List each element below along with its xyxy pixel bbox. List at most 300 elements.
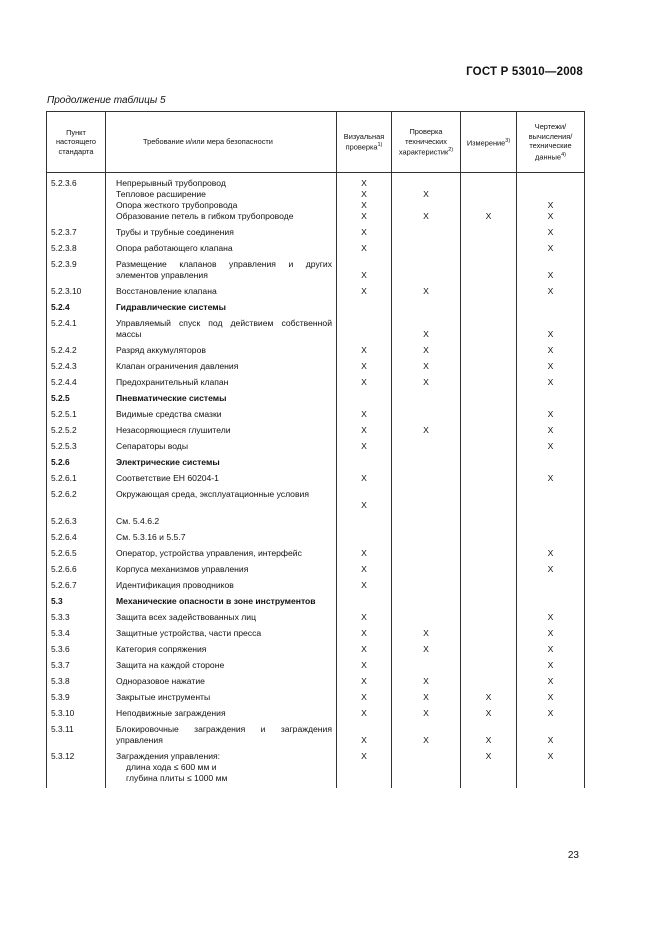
requirement-text: Тепловое расширение — [116, 189, 206, 199]
clause-number: 5.2.4.4 — [47, 376, 106, 392]
tech-check-mark-cell — [392, 424, 461, 440]
tech-check-mark — [392, 751, 460, 762]
tech-check-mark-cell — [392, 547, 461, 563]
drawings-mark-cell — [517, 242, 585, 258]
table-row — [47, 563, 585, 579]
drawings-mark-cell — [517, 563, 585, 579]
requirement-text: Закрытые инструменты — [116, 692, 211, 702]
visual-check-mark: X — [361, 243, 367, 253]
table-row — [47, 579, 585, 595]
measurement-mark — [461, 660, 516, 671]
requirement-cell — [106, 488, 337, 515]
column-header-requirement — [106, 112, 337, 173]
drawings-mark-cell — [517, 376, 585, 392]
visual-check-mark-cell — [337, 611, 392, 627]
requirement-text: Заграждения управления: — [116, 751, 221, 761]
requirement-text: Блокировочные заграждения и заграждения управления — [116, 724, 332, 745]
clause-number: 5.2.5.1 — [47, 408, 106, 424]
clause-number: 5.2.6.3 — [47, 515, 106, 531]
table-row — [47, 424, 585, 440]
clause-number: 5.2.5 — [47, 392, 106, 408]
measurement-mark-cell — [461, 563, 517, 579]
measurement-mark-cell — [461, 472, 517, 488]
clause-number: 5.2.6.4 — [47, 531, 106, 547]
visual-check-mark-cell — [337, 472, 392, 488]
visual-check-mark: X — [361, 200, 367, 210]
visual-check-mark — [337, 489, 391, 500]
tech-check-mark — [392, 489, 460, 500]
measurement-mark: X — [485, 735, 492, 745]
tech-check-mark: X — [423, 361, 429, 371]
visual-check-mark: X — [361, 286, 367, 296]
footnote-ref: 1) — [377, 142, 383, 149]
clause-number: 5.2.6.1 — [47, 472, 106, 488]
drawings-mark: X — [547, 211, 554, 221]
requirement-text: Защита на каждой стороне — [116, 660, 225, 670]
tech-check-mark-cell — [392, 344, 461, 360]
visual-check-mark: X — [361, 564, 367, 574]
measurement-mark — [461, 612, 516, 623]
tech-check-mark-cell — [392, 456, 461, 472]
measurement-mark-cell — [461, 595, 517, 611]
drawings-mark: X — [547, 628, 554, 638]
requirement-cell — [106, 392, 337, 408]
tech-check-mark-cell — [392, 317, 461, 344]
measurement-mark — [461, 532, 516, 543]
column-header-label: Чертежи/ вычисления/ технические данные — [528, 122, 573, 162]
visual-check-mark-cell — [337, 515, 392, 531]
safety-requirements-table — [46, 111, 585, 788]
footnote-ref: 3) — [505, 137, 511, 144]
document-code: ГОСТ Р 53010—2008 — [466, 66, 583, 78]
visual-check-mark — [337, 596, 391, 607]
visual-check-mark-cell — [337, 285, 392, 301]
requirement-text: Опора работающего клапана — [116, 243, 233, 253]
table-row — [47, 376, 585, 392]
table-row — [47, 456, 585, 472]
measurement-mark — [461, 409, 516, 420]
visual-check-mark-cell — [337, 360, 392, 376]
drawings-mark: X — [547, 644, 554, 654]
clause-number: 5.2.4.2 — [47, 344, 106, 360]
drawings-mark-cell — [517, 392, 585, 408]
measurement-mark-cell — [461, 750, 517, 788]
clause-number: 5.3.12 — [47, 750, 106, 788]
visual-check-mark-cell — [337, 392, 392, 408]
drawings-mark-cell — [517, 301, 585, 317]
visual-check-mark-cell — [337, 226, 392, 242]
requirement-cell — [106, 317, 337, 344]
visual-check-mark: X — [361, 441, 367, 451]
requirement-text: Корпуса механизмов управления — [116, 564, 249, 574]
requirement-cell — [106, 675, 337, 691]
table-row — [47, 595, 585, 611]
measurement-mark: X — [485, 751, 492, 761]
drawings-mark-cell — [517, 285, 585, 301]
drawings-mark — [517, 724, 584, 735]
drawings-mark — [517, 580, 584, 591]
measurement-mark-cell — [461, 376, 517, 392]
tech-check-mark-cell — [392, 707, 461, 723]
drawings-mark: X — [547, 227, 554, 237]
table-header-row — [47, 112, 585, 173]
measurement-mark-cell — [461, 242, 517, 258]
requirement-text: См. 5.3.16 и 5.5.7 — [116, 532, 186, 542]
tech-check-mark — [392, 548, 460, 559]
measurement-mark — [461, 441, 516, 452]
drawings-mark — [517, 189, 584, 200]
column-header-drawings — [517, 112, 585, 173]
requirement-text: Видимые средства смазки — [116, 409, 222, 419]
measurement-mark — [461, 200, 516, 211]
requirement-cell — [106, 531, 337, 547]
visual-check-mark: X — [361, 189, 367, 199]
drawings-mark: X — [547, 751, 554, 761]
measurement-mark-cell — [461, 643, 517, 659]
measurement-mark-cell — [461, 173, 517, 227]
measurement-mark-cell — [461, 360, 517, 376]
measurement-mark — [461, 189, 516, 200]
visual-check-mark-cell — [337, 691, 392, 707]
footnote-ref: 4) — [561, 151, 566, 158]
measurement-mark — [461, 644, 516, 655]
visual-check-mark-cell — [337, 173, 392, 227]
requirement-text: См. 5.4.6.2 — [116, 516, 160, 526]
drawings-mark: X — [547, 660, 554, 670]
tech-check-mark — [392, 564, 460, 575]
drawings-mark-cell — [517, 472, 585, 488]
drawings-mark-cell — [517, 515, 585, 531]
tech-check-mark-cell — [392, 750, 461, 788]
measurement-mark — [461, 724, 516, 735]
clause-number: 5.3.6 — [47, 643, 106, 659]
drawings-mark: X — [547, 286, 554, 296]
requirement-cell — [106, 440, 337, 456]
tech-check-mark-cell — [392, 242, 461, 258]
table-row — [47, 226, 585, 242]
drawings-mark: X — [547, 200, 554, 210]
tech-check-mark: X — [423, 676, 429, 686]
page-number: 23 — [567, 850, 579, 861]
drawings-mark-cell — [517, 226, 585, 242]
drawings-mark-cell — [517, 547, 585, 563]
tech-check-mark-cell — [392, 408, 461, 424]
tech-check-mark-cell — [392, 515, 461, 531]
measurement-mark — [461, 628, 516, 639]
drawings-mark-cell — [517, 579, 585, 595]
table-row — [47, 707, 585, 723]
table-row — [47, 723, 585, 750]
tech-check-mark: X — [423, 644, 429, 654]
requirement-text: Разряд аккумуляторов — [116, 345, 206, 355]
tech-check-mark — [392, 302, 460, 313]
requirement-cell — [106, 258, 337, 285]
tech-check-mark — [392, 393, 460, 404]
table-row — [47, 440, 585, 456]
clause-number: 5.2.6 — [47, 456, 106, 472]
requirement-text: Гидравлические системы — [116, 302, 226, 312]
requirement-cell — [106, 376, 337, 392]
measurement-mark-cell — [461, 547, 517, 563]
table-row — [47, 173, 585, 227]
drawings-mark-cell — [517, 317, 585, 344]
requirement-cell — [106, 301, 337, 317]
table-row — [47, 627, 585, 643]
requirement-text: Предохранительный клапан — [116, 377, 229, 387]
clause-number: 5.3.3 — [47, 611, 106, 627]
tech-check-mark-cell — [392, 376, 461, 392]
requirement-text: Опора жесткого трубопровода — [116, 200, 238, 210]
drawings-mark-cell — [517, 723, 585, 750]
requirement-cell — [106, 643, 337, 659]
requirement-text: глубина плиты ≤ 1000 мм — [126, 773, 228, 783]
requirement-cell — [106, 611, 337, 627]
visual-check-mark-cell — [337, 301, 392, 317]
requirement-text: Непрерывный трубопровод — [116, 178, 226, 188]
drawings-mark-cell — [517, 595, 585, 611]
tech-check-mark: X — [423, 377, 429, 387]
tech-check-mark-cell — [392, 360, 461, 376]
requirement-cell — [106, 226, 337, 242]
requirement-cell — [106, 408, 337, 424]
column-header-label: Требование и/или мера безопасности — [143, 137, 273, 147]
tech-check-mark: X — [423, 189, 429, 199]
drawings-mark: X — [547, 692, 554, 702]
drawings-mark-cell — [517, 440, 585, 456]
requirement-cell — [106, 424, 337, 440]
drawings-mark — [517, 516, 584, 527]
requirement-cell — [106, 285, 337, 301]
requirement-cell — [106, 627, 337, 643]
visual-check-mark — [337, 457, 391, 468]
tech-check-mark — [392, 516, 460, 527]
drawings-mark-cell — [517, 750, 585, 788]
tech-check-mark-cell — [392, 611, 461, 627]
tech-check-mark-cell — [392, 392, 461, 408]
tech-check-mark — [392, 227, 460, 238]
visual-check-mark — [337, 302, 391, 313]
requirement-text: Защита всех задействованных лиц — [116, 612, 257, 622]
visual-check-mark-cell — [337, 488, 392, 515]
measurement-mark-cell — [461, 675, 517, 691]
table-row — [47, 611, 585, 627]
requirement-text: Одноразовое нажатие — [116, 676, 205, 686]
drawings-mark-cell — [517, 691, 585, 707]
drawings-mark-cell — [517, 408, 585, 424]
measurement-mark-cell — [461, 659, 517, 675]
visual-check-mark-cell — [337, 531, 392, 547]
visual-check-mark-cell — [337, 643, 392, 659]
measurement-mark-cell — [461, 531, 517, 547]
visual-check-mark-cell — [337, 440, 392, 456]
requirement-cell — [106, 723, 337, 750]
visual-check-mark-cell — [337, 627, 392, 643]
measurement-mark — [461, 676, 516, 687]
drawings-mark: X — [547, 425, 554, 435]
tech-check-mark-cell — [392, 595, 461, 611]
requirement-cell — [106, 472, 337, 488]
drawings-mark-cell — [517, 675, 585, 691]
tech-check-mark-cell — [392, 440, 461, 456]
measurement-mark-cell — [461, 627, 517, 643]
measurement-mark-cell — [461, 723, 517, 750]
drawings-mark: X — [547, 409, 554, 419]
column-header-label: Визуальная проверка — [343, 131, 385, 152]
measurement-mark — [461, 345, 516, 356]
table-row — [47, 392, 585, 408]
visual-check-mark: X — [361, 751, 367, 761]
clause-number: 5.2.3.7 — [47, 226, 106, 242]
requirement-cell — [106, 456, 337, 472]
requirement-cell — [106, 691, 337, 707]
measurement-mark — [461, 473, 516, 484]
requirement-text: Категория сопряжения — [116, 644, 207, 654]
tech-check-mark: X — [423, 425, 429, 435]
visual-check-mark: X — [361, 361, 367, 371]
measurement-mark — [461, 564, 516, 575]
table-row — [47, 515, 585, 531]
clause-number: 5.2.4 — [47, 301, 106, 317]
tech-check-mark — [392, 473, 460, 484]
drawings-mark: X — [547, 243, 554, 253]
measurement-mark — [461, 361, 516, 372]
drawings-mark — [517, 596, 584, 607]
tech-check-mark-cell — [392, 723, 461, 750]
visual-check-mark: X — [361, 211, 367, 221]
table-row — [47, 344, 585, 360]
tech-check-mark — [392, 243, 460, 254]
drawings-mark — [517, 489, 584, 500]
visual-check-mark: X — [361, 644, 367, 654]
drawings-mark: X — [547, 708, 554, 718]
measurement-mark-cell — [461, 317, 517, 344]
drawings-mark-cell — [517, 360, 585, 376]
requirement-text: Пневматические системы — [116, 393, 227, 403]
visual-check-mark — [337, 516, 391, 527]
visual-check-mark: X — [361, 660, 367, 670]
visual-check-mark-cell — [337, 456, 392, 472]
tech-check-mark-cell — [392, 627, 461, 643]
measurement-mark: X — [485, 708, 492, 718]
table-row — [47, 675, 585, 691]
tech-check-mark: X — [423, 329, 429, 339]
measurement-mark: X — [485, 692, 492, 702]
requirement-text: Механические опасности в зоне инструментов — [116, 596, 316, 606]
column-header-clause — [47, 112, 106, 173]
clause-number: 5.3.8 — [47, 675, 106, 691]
measurement-mark — [461, 259, 516, 270]
drawings-mark-cell — [517, 488, 585, 515]
table-row — [47, 360, 585, 376]
drawings-mark: X — [547, 270, 554, 280]
clause-number: 5.2.3.10 — [47, 285, 106, 301]
tech-check-mark — [392, 457, 460, 468]
measurement-mark-cell — [461, 408, 517, 424]
table-row — [47, 531, 585, 547]
drawings-mark-cell — [517, 173, 585, 227]
visual-check-mark-cell — [337, 258, 392, 285]
drawings-mark: X — [547, 377, 554, 387]
requirement-cell — [106, 515, 337, 531]
measurement-mark — [461, 516, 516, 527]
requirement-text: Неподвижные заграждения — [116, 708, 226, 718]
drawings-mark: X — [547, 441, 554, 451]
drawings-mark: X — [547, 676, 554, 686]
table-row — [47, 472, 585, 488]
tech-check-mark-cell — [392, 472, 461, 488]
visual-check-mark: X — [361, 425, 367, 435]
requirement-cell — [106, 750, 337, 788]
measurement-mark-cell — [461, 301, 517, 317]
tech-check-mark: X — [423, 345, 429, 355]
requirement-cell — [106, 242, 337, 258]
clause-number: 5.2.3.9 — [47, 258, 106, 285]
requirement-text: Идентификация проводников — [116, 580, 234, 590]
requirement-cell — [106, 360, 337, 376]
tech-check-mark — [392, 580, 460, 591]
tech-check-mark-cell — [392, 301, 461, 317]
tech-check-mark: X — [423, 211, 429, 221]
measurement-mark — [461, 580, 516, 591]
visual-check-mark: X — [361, 500, 367, 510]
tech-check-mark-cell — [392, 285, 461, 301]
visual-check-mark: X — [361, 548, 367, 558]
tech-check-mark — [392, 409, 460, 420]
visual-check-mark: X — [361, 735, 367, 745]
visual-check-mark-cell — [337, 579, 392, 595]
table-row — [47, 750, 585, 788]
table-row — [47, 258, 585, 285]
measurement-mark — [461, 548, 516, 559]
table-row — [47, 643, 585, 659]
tech-check-mark-cell — [392, 659, 461, 675]
table-row — [47, 691, 585, 707]
measurement-mark-cell — [461, 424, 517, 440]
requirement-text: Образование петель в гибком трубопроводе — [116, 211, 294, 221]
drawings-mark-cell — [517, 643, 585, 659]
measurement-mark-cell — [461, 579, 517, 595]
drawings-mark: X — [547, 361, 554, 371]
drawings-mark — [517, 393, 584, 404]
tech-check-mark — [392, 318, 460, 329]
measurement-mark — [461, 489, 516, 500]
table-row — [47, 301, 585, 317]
measurement-mark — [461, 227, 516, 238]
measurement-mark — [461, 393, 516, 404]
drawings-mark — [517, 532, 584, 543]
visual-check-mark-cell — [337, 659, 392, 675]
requirement-text: Восстановление клапана — [116, 286, 217, 296]
visual-check-mark — [337, 532, 391, 543]
clause-number: 5.2.5.2 — [47, 424, 106, 440]
drawings-mark-cell — [517, 344, 585, 360]
tech-check-mark-cell — [392, 579, 461, 595]
clause-number: 5.3.9 — [47, 691, 106, 707]
visual-check-mark-cell — [337, 563, 392, 579]
measurement-mark — [461, 457, 516, 468]
requirement-cell — [106, 707, 337, 723]
visual-check-mark-cell — [337, 723, 392, 750]
visual-check-mark: X — [361, 708, 367, 718]
drawings-mark-cell — [517, 611, 585, 627]
drawings-mark-cell — [517, 627, 585, 643]
measurement-mark — [461, 318, 516, 329]
visual-check-mark-cell — [337, 242, 392, 258]
visual-check-mark-cell — [337, 547, 392, 563]
requirement-text: Незасоряющиеся глушители — [116, 425, 231, 435]
tech-check-mark: X — [423, 692, 429, 702]
measurement-mark-cell — [461, 285, 517, 301]
